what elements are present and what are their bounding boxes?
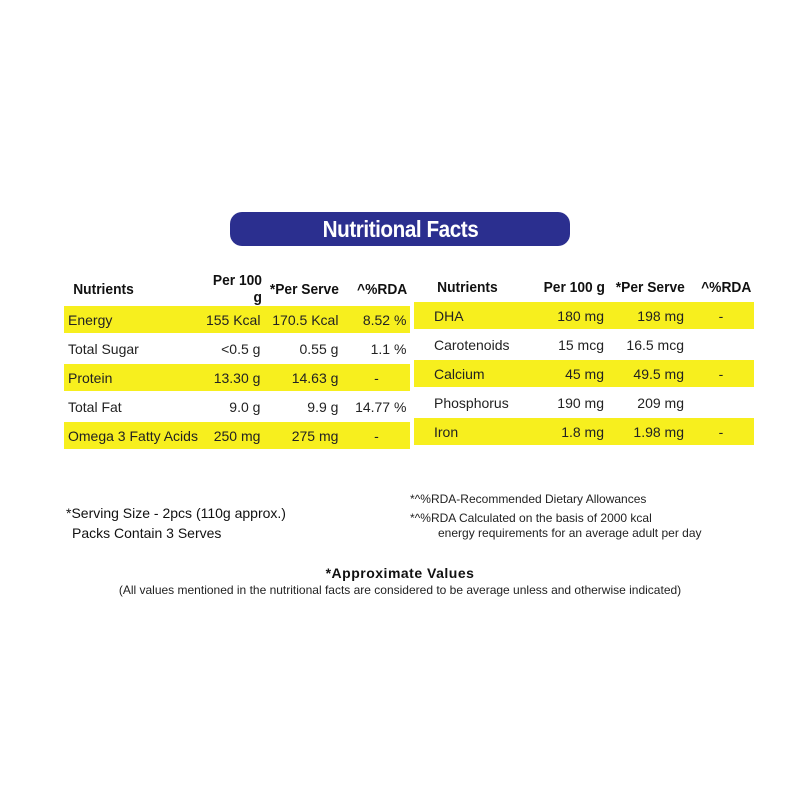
perserve-cell: 49.5 mg xyxy=(608,360,688,387)
per100-cell: 155 Kcal xyxy=(202,306,264,333)
serving-note xyxy=(66,503,286,543)
rda-cell xyxy=(688,389,754,416)
col-header-perserve: *Per Serve xyxy=(615,278,685,296)
perserve-cell: 16.5 mcg xyxy=(626,336,684,353)
nutrition-table-left xyxy=(64,272,410,449)
rda-cell: - xyxy=(342,422,410,449)
per100-cell: <0.5 g xyxy=(221,340,261,357)
nutrient-cell: Iron xyxy=(414,418,532,445)
nutrient-cell: Total Fat xyxy=(68,398,122,415)
table-row xyxy=(64,306,410,333)
perserve-cell: 1.98 mg xyxy=(608,418,688,445)
per100-cell: 45 mg xyxy=(532,360,608,387)
rda-cell: - xyxy=(688,302,754,329)
nutrient-cell: Protein xyxy=(64,364,202,391)
perserve-cell: 209 mg xyxy=(637,394,684,411)
table-row xyxy=(414,331,754,358)
table-row xyxy=(64,422,410,449)
perserve-cell: 0.55 g xyxy=(299,340,339,357)
per100-cell: 15 mcg xyxy=(558,336,604,353)
per100-cell: 13.30 g xyxy=(202,364,264,391)
col-header-nutrients: Nutrients xyxy=(437,278,498,296)
col-header-per100: Per 100 g xyxy=(212,272,262,306)
table-row xyxy=(64,364,410,391)
packs-contain-text: Packs Contain 3 Serves xyxy=(72,525,222,541)
title-banner xyxy=(230,212,570,246)
table-row xyxy=(414,360,754,387)
nutrition-table-right xyxy=(414,272,754,445)
per100-cell: 180 mg xyxy=(532,302,608,329)
nutrient-cell: Calcium xyxy=(414,360,532,387)
col-header-per100: Per 100 g xyxy=(543,278,605,296)
perserve-cell: 198 mg xyxy=(608,302,688,329)
rda-cell: 8.52 % xyxy=(342,306,410,333)
col-header-nutrients: Nutrients xyxy=(73,280,134,298)
rda-cell: 14.77 % xyxy=(355,398,407,415)
rda-cell xyxy=(688,331,754,358)
nutrient-cell: Total Sugar xyxy=(68,340,139,357)
per100-cell: 9.0 g xyxy=(229,398,261,415)
perserve-cell: 275 mg xyxy=(264,422,342,449)
approx-values-subtext: (All values mentioned in the nutritional facts are considered to be average unless and otherwise indicated) xyxy=(118,583,682,597)
table-row xyxy=(414,418,754,445)
nutrient-cell: Omega 3 Fatty Acids xyxy=(64,422,202,449)
rda-notes xyxy=(410,492,702,541)
col-header-rda: ^%RDA xyxy=(701,278,752,296)
approx-values-heading: *Approximate Values xyxy=(325,565,475,581)
rda-cell: - xyxy=(688,418,754,445)
page-title: Nutritional Facts xyxy=(322,215,478,242)
col-header-perserve: *Per Serve xyxy=(270,280,340,298)
nutrition-table-right-body xyxy=(414,302,754,445)
approx-values-note xyxy=(0,565,800,597)
table-header-row xyxy=(64,272,410,306)
table-row xyxy=(414,302,754,329)
rda-basis-text: *^%RDA Calculated on the basis of 2000 kcal xyxy=(410,511,652,525)
per100-cell: 250 mg xyxy=(202,422,264,449)
table-header-row xyxy=(414,272,754,302)
table-row xyxy=(64,335,410,362)
nutrition-table-left-body xyxy=(64,306,410,449)
per100-cell: 1.8 mg xyxy=(532,418,608,445)
rda-basis-text-cont: energy requirements for an average adult per day xyxy=(438,526,702,540)
nutrient-cell: DHA xyxy=(414,302,532,329)
col-header-rda: ^%RDA xyxy=(357,280,408,298)
rda-cell: 1.1 % xyxy=(370,340,407,357)
rda-cell: - xyxy=(342,364,410,391)
rda-cell: - xyxy=(688,360,754,387)
table-row xyxy=(64,393,410,420)
rda-definition-text: *^%RDA-Recommended Dietary Allowances xyxy=(410,492,647,506)
nutrient-cell: Phosphorus xyxy=(434,394,509,411)
table-row xyxy=(414,389,754,416)
perserve-cell: 14.63 g xyxy=(264,364,342,391)
nutrient-cell: Carotenoids xyxy=(434,336,510,353)
nutrient-cell: Energy xyxy=(64,306,202,333)
per100-cell: 190 mg xyxy=(557,394,604,411)
serving-size-text: *Serving Size - 2pcs (110g approx.) xyxy=(66,505,286,521)
perserve-cell: 170.5 Kcal xyxy=(264,306,342,333)
perserve-cell: 9.9 g xyxy=(307,398,339,415)
